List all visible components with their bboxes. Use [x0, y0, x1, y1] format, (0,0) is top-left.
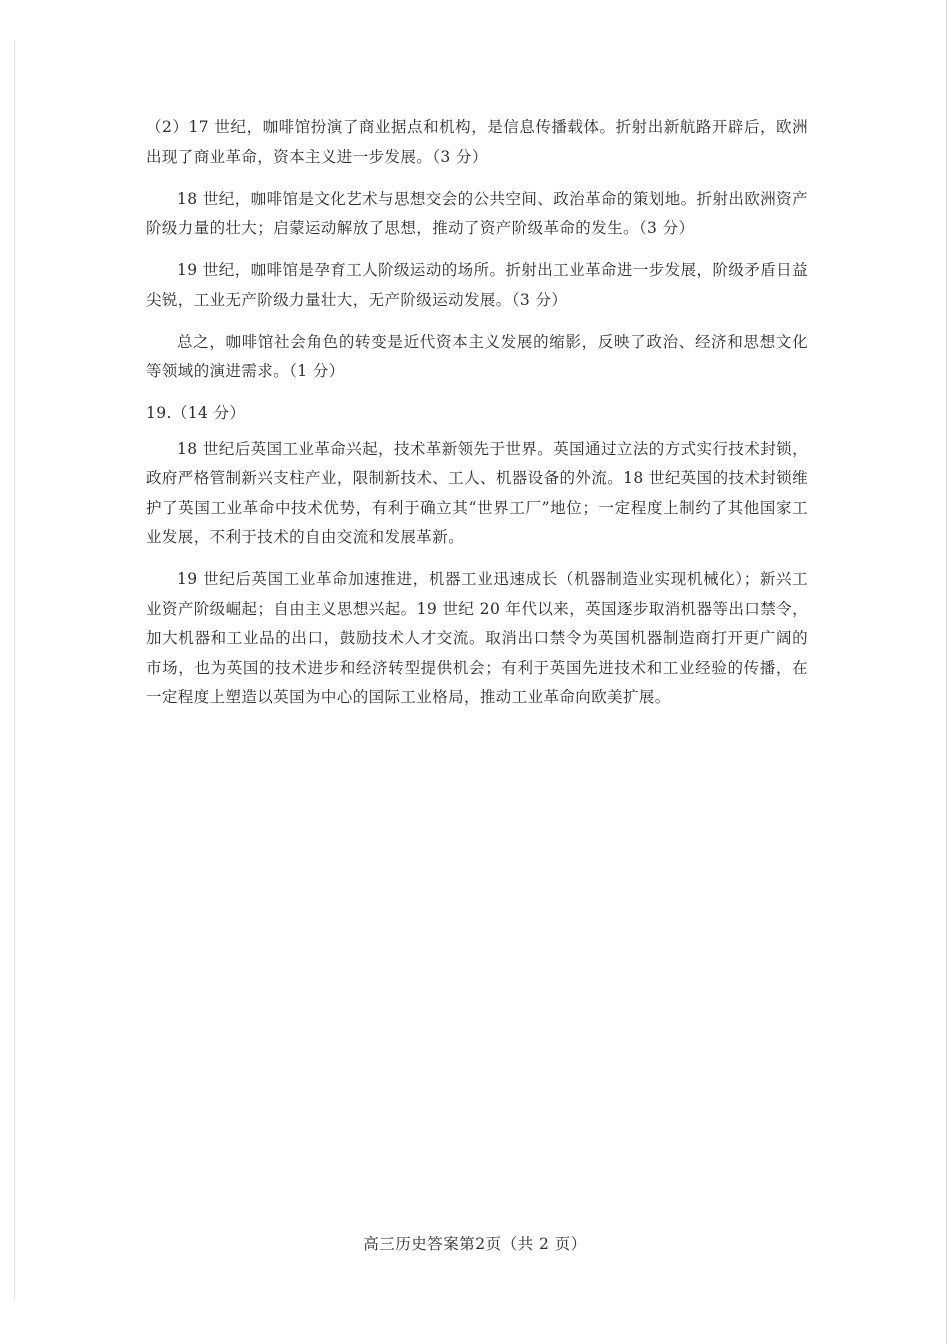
- answer-content: [146, 113, 808, 725]
- question-19-heading: 19.（14 分）: [146, 404, 246, 422]
- answer-paragraph-17th-century: （2）17 世纪，咖啡馆扮演了商业据点和机构，是信息传播载体。折射出新航路开辟后，欧洲出现了商业革命，资本主义进一步发展。（3 分）: [146, 118, 808, 166]
- question-19-paragraph-1: 18 世纪后英国工业革命兴起，技术革新领先于世界。英国通过立法的方式实行技术封锁，政府严格管制新兴支柱产业，限制新技术、工人、机器设备的外流。18 世纪英国的技术封锁维护了英国工业革命中技术优势，有利于确立其“世界工厂”地位；一定程度上制约了其他国家工业发展，不利于技术的自由交流和发展革新。: [146, 439, 808, 546]
- answer-paragraph-18th-century: 18 世纪，咖啡馆是文化艺术与思想交会的公共空间、政治革命的策划地。折射出欧洲资产阶级力量的壮大；启蒙运动解放了思想，推动了资产阶级革命的发生。（3 分）: [146, 189, 808, 237]
- page-right-edge: [946, 0, 947, 1344]
- answer-paragraph-summary: 总之，咖啡馆社会角色的转变是近代资本主义发展的缩影，反映了政治、经济和思想文化等领域的演进需求。（1 分）: [146, 332, 808, 380]
- question-19-paragraph-2: 19 世纪后英国工业革命加速推进，机器工业迅速成长（机器制造业实现机械化）；新兴工业资产阶级崛起；自由主义思想兴起。19 世纪 20 年代以来，英国逐步取消机器等出口禁令，加大机器和工业品的出口，鼓励技术人才交流。取消出口禁令为英国机器制造商打开更广阔的市场，也为英国的技术进步和经济转型提供机会；有利于英国先进技术和工业经验的传播，在一定程度上塑造以英国为中心的国际工业格局，推动工业革命向欧美扩展。: [146, 570, 808, 706]
- page-left-edge: [14, 40, 15, 1300]
- page-footer: 高三历史答案第2页（共 2 页）: [363, 1235, 587, 1253]
- answer-paragraph-19th-century: 19 世纪，咖啡馆是孕育工人阶级运动的场所。折射出工业革命进一步发展，阶级矛盾日益尖锐，工业无产阶级力量壮大，无产阶级运动发展。（3 分）: [146, 261, 808, 309]
